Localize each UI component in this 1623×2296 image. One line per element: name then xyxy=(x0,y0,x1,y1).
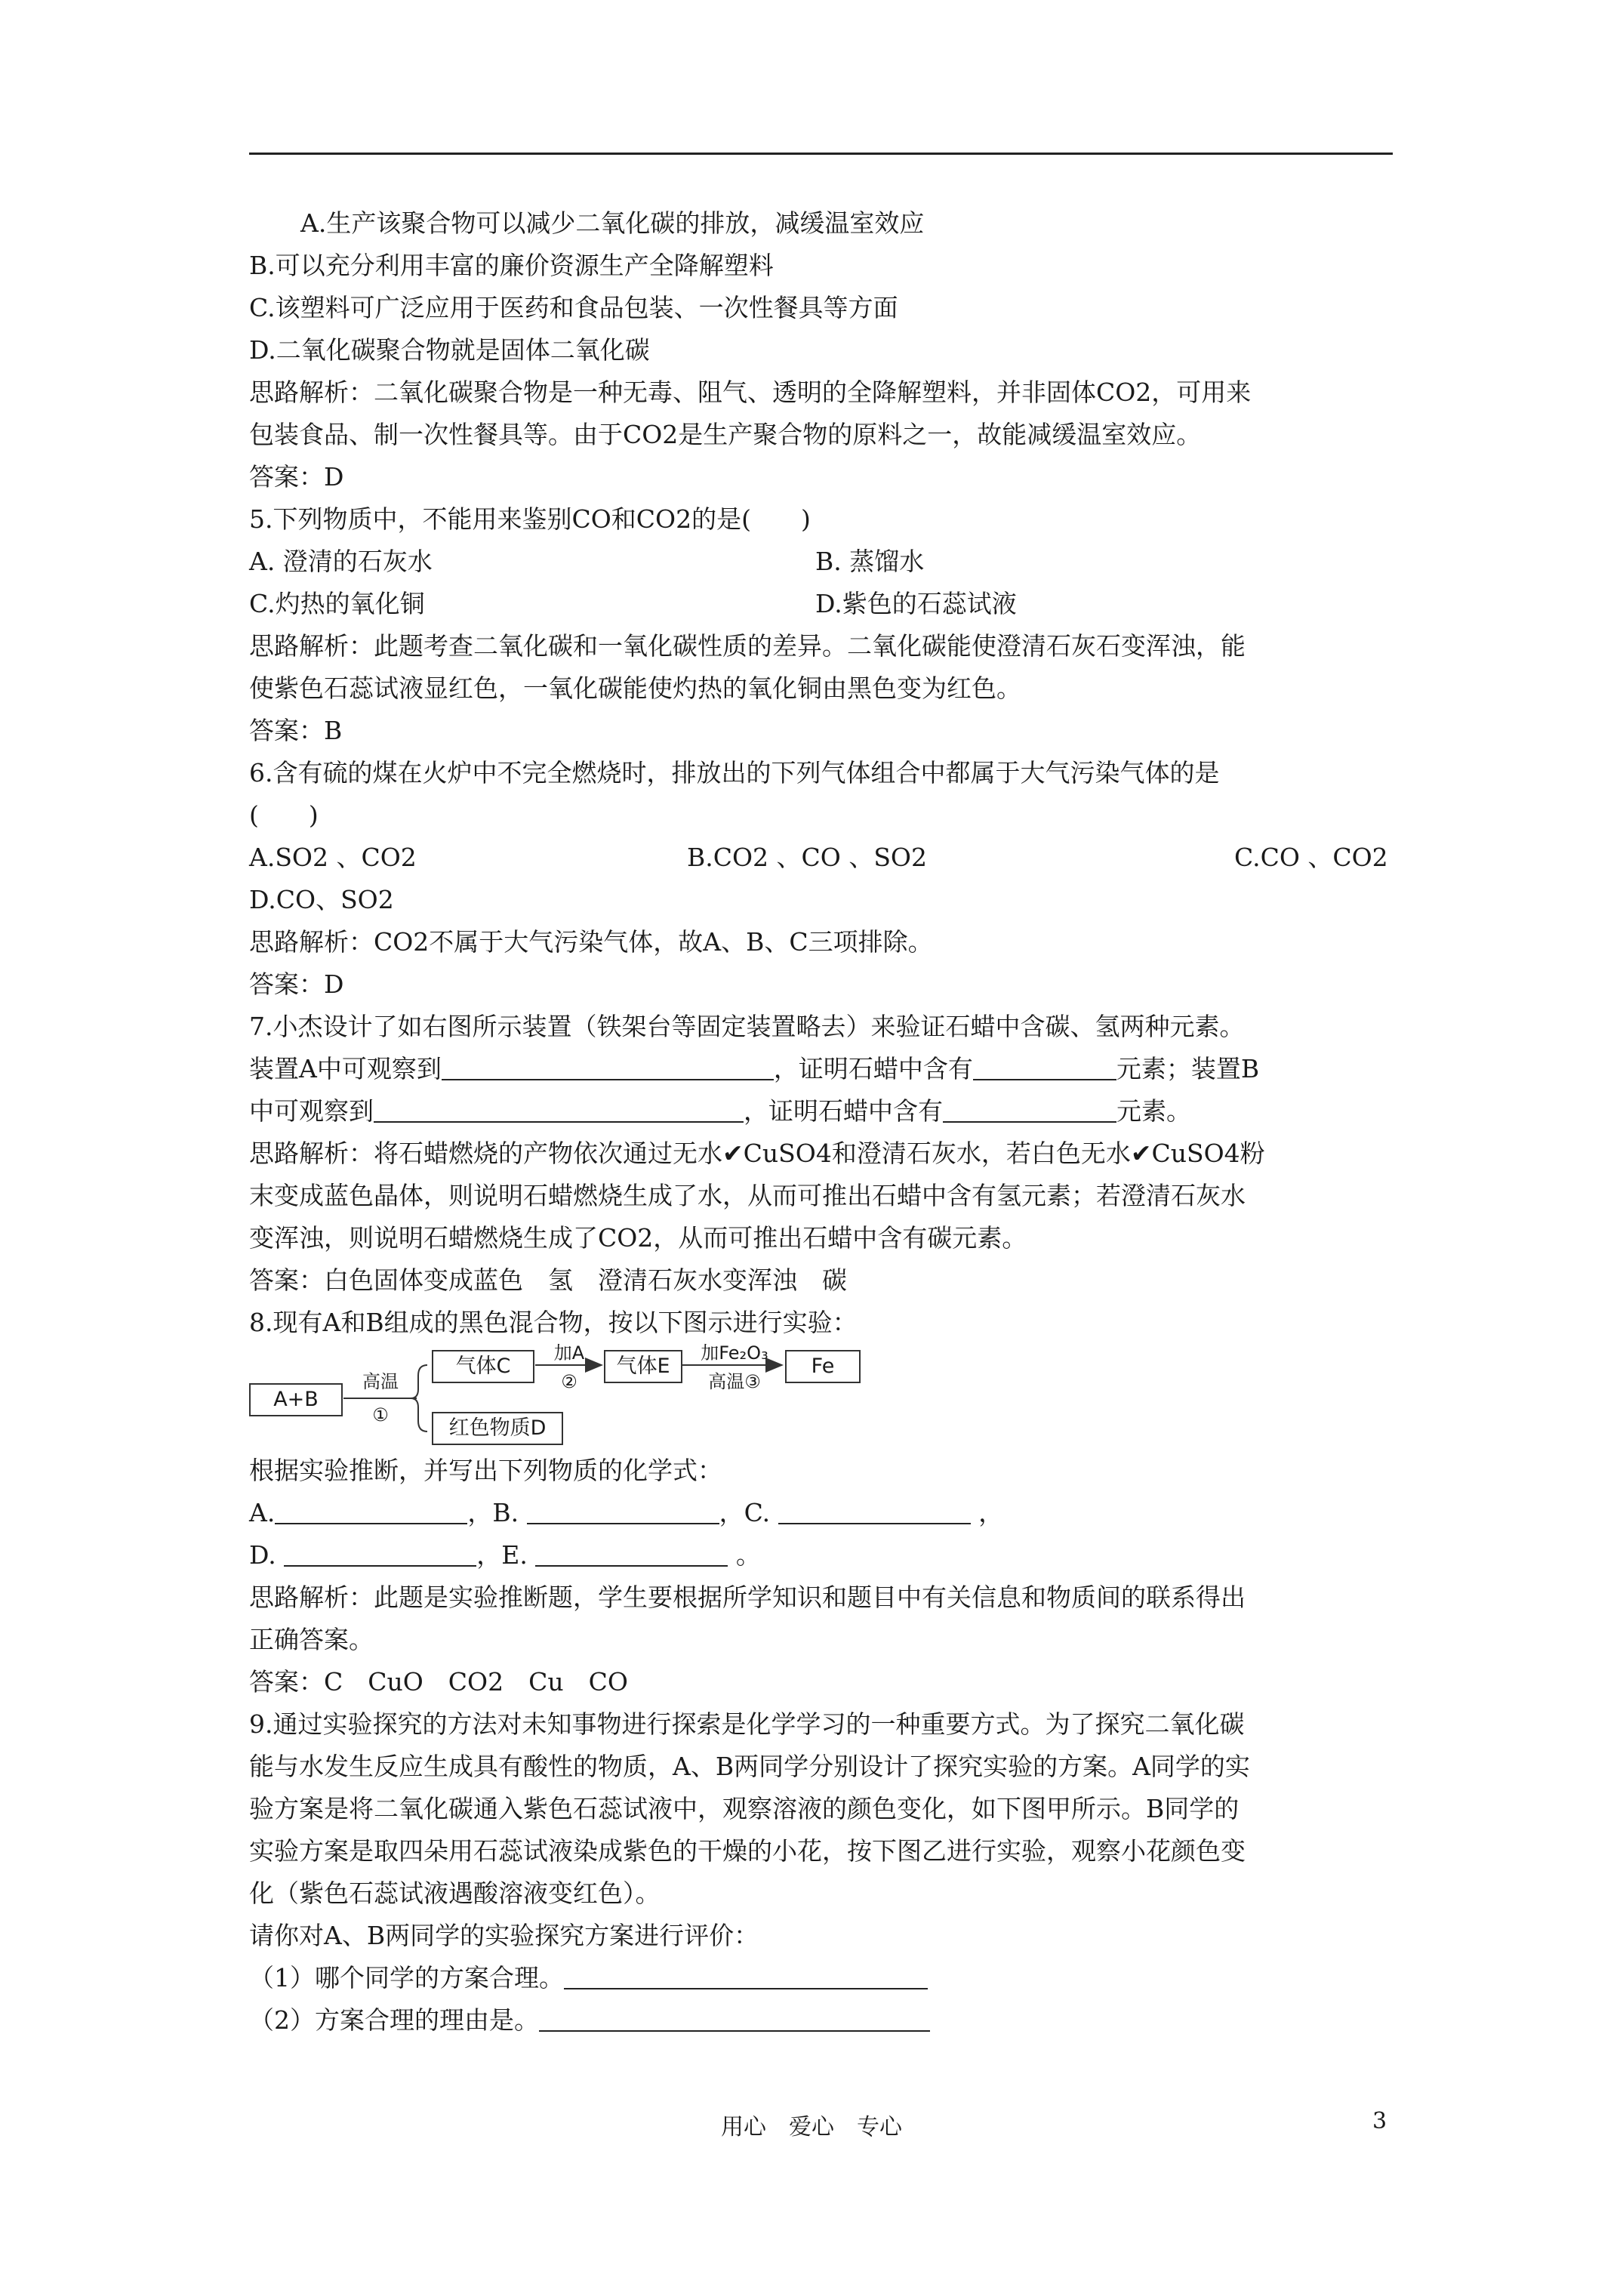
q9-sub1-text: （1）哪个同学的方案合理。 xyxy=(249,1963,564,1992)
q7-stem-line1: 7.小杰设计了如右图所示装置（铁架台等固定装置略去）来验证石蜡中含碳、氢两种元素。 xyxy=(249,1012,1245,1041)
q7-analysis-text-b: CuSO4和澄清石灰水，若白色无水 xyxy=(743,1139,1131,1168)
q9-prompt: 请你对A、B两同学的实验探究方案进行评价： xyxy=(249,1921,759,1950)
q6-option-d: D.CO、SO2 xyxy=(249,885,394,914)
q8-box-gas-e: 气体E xyxy=(604,1350,682,1383)
q9-sub2 xyxy=(249,1999,1393,2042)
q4-option-b: B.可以充分利用丰富的廉价资源生产全降解塑料 xyxy=(249,251,774,280)
q9-stem-line2: 能与水发生反应生成具有酸性的物质，A、B两同学分别设计了探究实验的方案。A同学的实 xyxy=(249,1752,1250,1781)
q7-answer: 答案：白色固体变成蓝色 氢 澄清石灰水变浑浊 碳 xyxy=(249,1265,847,1295)
q4-option-c: C.该塑料可广泛应用于医药和食品包装、一次性餐具等方面 xyxy=(249,293,898,322)
q8-arrow-2-label-top: 加A xyxy=(553,1342,585,1364)
q8-arrow-1-label-bottom: ① xyxy=(372,1404,389,1425)
q8-blank-d[interactable] xyxy=(284,1539,476,1567)
q8-label-d: D. xyxy=(249,1540,276,1570)
q6-option-b: B.CO2 、CO 、SO2 xyxy=(687,843,927,872)
q7-blank-a-observation[interactable] xyxy=(442,1053,774,1080)
q7-blank-b-observation[interactable] xyxy=(374,1096,744,1123)
q6-options-row xyxy=(249,837,1393,879)
q8-label-b: ，B. xyxy=(467,1498,519,1527)
q7-blank-a-element[interactable] xyxy=(973,1053,1116,1080)
q4-analysis-line1: 思路解析：二氧化碳聚合物是一种无毒、阻气、透明的全降解塑料，并非固体CO2，可用来 xyxy=(249,378,1252,407)
page-number: 3 xyxy=(1372,2108,1387,2134)
header-rule xyxy=(249,153,1393,155)
q8-instruction: 根据实验推断，并写出下列物质的化学式： xyxy=(249,1456,722,1485)
q5-option-d: D.紫色的石蕊试液 xyxy=(815,589,1017,618)
q7-analysis-text-a: 思路解析：将石蜡燃烧的产物依次通过无水 xyxy=(249,1139,722,1168)
q5-option-a: A. 澄清的石灰水 xyxy=(249,547,433,576)
q8-fill-row1 xyxy=(249,1492,1393,1534)
q6-stem-line2: ( ) xyxy=(249,800,319,830)
q9-blank-2[interactable] xyxy=(539,2005,930,2032)
q7-line3-text-a: 中可观察到 xyxy=(249,1096,374,1126)
check-icon: ✔ xyxy=(722,1139,744,1168)
q7-analysis-line1 xyxy=(249,1133,1393,1175)
q8-comma: ， xyxy=(978,1498,1004,1527)
q8-arrow-3-label-bottom: 高温③ xyxy=(708,1371,761,1392)
q7-stem-line3 xyxy=(249,1090,1393,1133)
q7-analysis-line2: 末变成蓝色晶体，则说明石蜡燃烧生成了水，从而可推出石蜡中含有氢元素；若澄清石灰水 xyxy=(249,1181,1246,1210)
q8-label-c: ，C. xyxy=(719,1498,771,1527)
footer-motto: 用心 爱心 专心 xyxy=(721,2114,902,2140)
q7-line3-text-b: ，证明石蜡中含有 xyxy=(744,1096,943,1126)
q8-analysis-line2: 正确答案。 xyxy=(249,1625,374,1654)
q9-sub2-text: （2）方案合理的理由是。 xyxy=(249,2005,539,2035)
q8-box-gas-c: 气体C xyxy=(432,1350,534,1383)
q7-line2-text-c: 元素；装置B xyxy=(1116,1054,1260,1083)
page-content xyxy=(249,202,1393,2042)
q6-analysis: 思路解析：CO2不属于大气污染气体，故A、B、C三项排除。 xyxy=(249,927,933,957)
q4-answer: 答案：D xyxy=(249,462,344,492)
q6-answer: 答案：D xyxy=(249,969,344,999)
q9-sub1 xyxy=(249,1957,1393,1999)
q4-analysis-line2: 包装食品、制一次性餐具等。由于CO2是生产聚合物的原料之一，故能减缓温室效应。 xyxy=(249,420,1202,449)
q8-arrow-1-label-top: 高温 xyxy=(362,1371,399,1392)
q5-options-row1 xyxy=(249,541,1393,583)
q8-label-a: A. xyxy=(249,1498,276,1527)
q8-flow-diagram xyxy=(249,1342,1393,1442)
q9-stem-line3: 验方案是将二氧化碳通入紫色石蕊试液中，观察溶液的颜色变化，如下图甲所示。B同学的 xyxy=(249,1794,1240,1823)
q8-blank-c[interactable] xyxy=(778,1497,971,1524)
q7-line2-text-b: ，证明石蜡中含有 xyxy=(773,1054,973,1083)
q8-period: 。 xyxy=(735,1540,761,1570)
q5-options-row2 xyxy=(249,583,1393,625)
q4-option-a: A.生产该聚合物可以减少二氧化碳的排放，减缓温室效应 xyxy=(300,208,925,238)
q5-analysis-line1: 思路解析：此题考查二氧化碳和一氧化碳性质的差异。二氧化碳能使澄清石灰石变浑浊，能 xyxy=(249,631,1246,661)
q7-analysis-text-c: CuSO4粉 xyxy=(1151,1139,1265,1168)
q8-box-red-substance-d: 红色物质D xyxy=(432,1412,563,1445)
q8-fill-row2 xyxy=(249,1534,1393,1576)
q7-line2-text-a: 装置A中可观察到 xyxy=(249,1054,442,1083)
q8-arrow-2-label-bottom: ② xyxy=(561,1371,577,1392)
q8-box-ab: A+B xyxy=(249,1383,343,1416)
q5-answer: 答案：B xyxy=(249,716,343,745)
check-icon: ✔ xyxy=(1130,1139,1152,1168)
q8-analysis-line1: 思路解析：此题是实验推断题，学生要根据所学知识和题目中有关信息和物质间的联系得出 xyxy=(249,1583,1246,1612)
q6-option-c: C.CO 、CO2 xyxy=(1234,843,1388,872)
q8-label-e: ，E. xyxy=(476,1540,528,1570)
q8-blank-b[interactable] xyxy=(527,1497,719,1524)
q8-arrow-3-label-top: 加Fe₂O₃ xyxy=(701,1342,768,1364)
q8-answer: 答案：C CuO CO2 Cu CO xyxy=(249,1667,628,1697)
q9-blank-1[interactable] xyxy=(564,1962,928,1989)
q5-option-c: C.灼热的氧化铜 xyxy=(249,589,425,618)
q7-stem-line2 xyxy=(249,1048,1393,1090)
q7-line3-text-c: 元素。 xyxy=(1116,1096,1191,1126)
q8-stem: 8.现有A和B组成的黑色混合物，按以下图示进行实验： xyxy=(249,1308,858,1337)
q8-blank-e[interactable] xyxy=(535,1539,728,1567)
q7-analysis-line3: 变浑浊，则说明石蜡燃烧生成了CO2，从而可推出石蜡中含有碳元素。 xyxy=(249,1223,1027,1253)
q9-stem-line1: 9.通过实验探究的方法对未知事物进行探索是化学学习的一种重要方式。为了探究二氧化碳 xyxy=(249,1709,1245,1739)
q5-analysis-line2: 使紫色石蕊试液显红色，一氧化碳能使灼热的氧化铜由黑色变为红色。 xyxy=(249,673,1021,703)
q4-option-d: D.二氧化碳聚合物就是固体二氧化碳 xyxy=(249,335,650,365)
q8-blank-a[interactable] xyxy=(275,1497,467,1524)
q9-stem-line5: 化（紫色石蕊试液遇酸溶液变红色）。 xyxy=(249,1878,661,1908)
q8-box-fe: Fe xyxy=(785,1350,861,1383)
q6-stem-line1: 6.含有硫的煤在火炉中不完全燃烧时，排放出的下列气体组合中都属于大气污染气体的是 xyxy=(249,758,1220,787)
q5-stem: 5.下列物质中，不能用来鉴别CO和CO2的是( ) xyxy=(249,504,811,534)
q6-option-a: A.SO2 、CO2 xyxy=(249,843,417,872)
q5-option-b: B. 蒸馏水 xyxy=(815,547,925,576)
q7-blank-b-element[interactable] xyxy=(943,1096,1116,1123)
q9-stem-line4: 实验方案是取四朵用石蕊试液染成紫色的干燥的小花，按下图乙进行实验，观察小花颜色变 xyxy=(249,1836,1246,1866)
